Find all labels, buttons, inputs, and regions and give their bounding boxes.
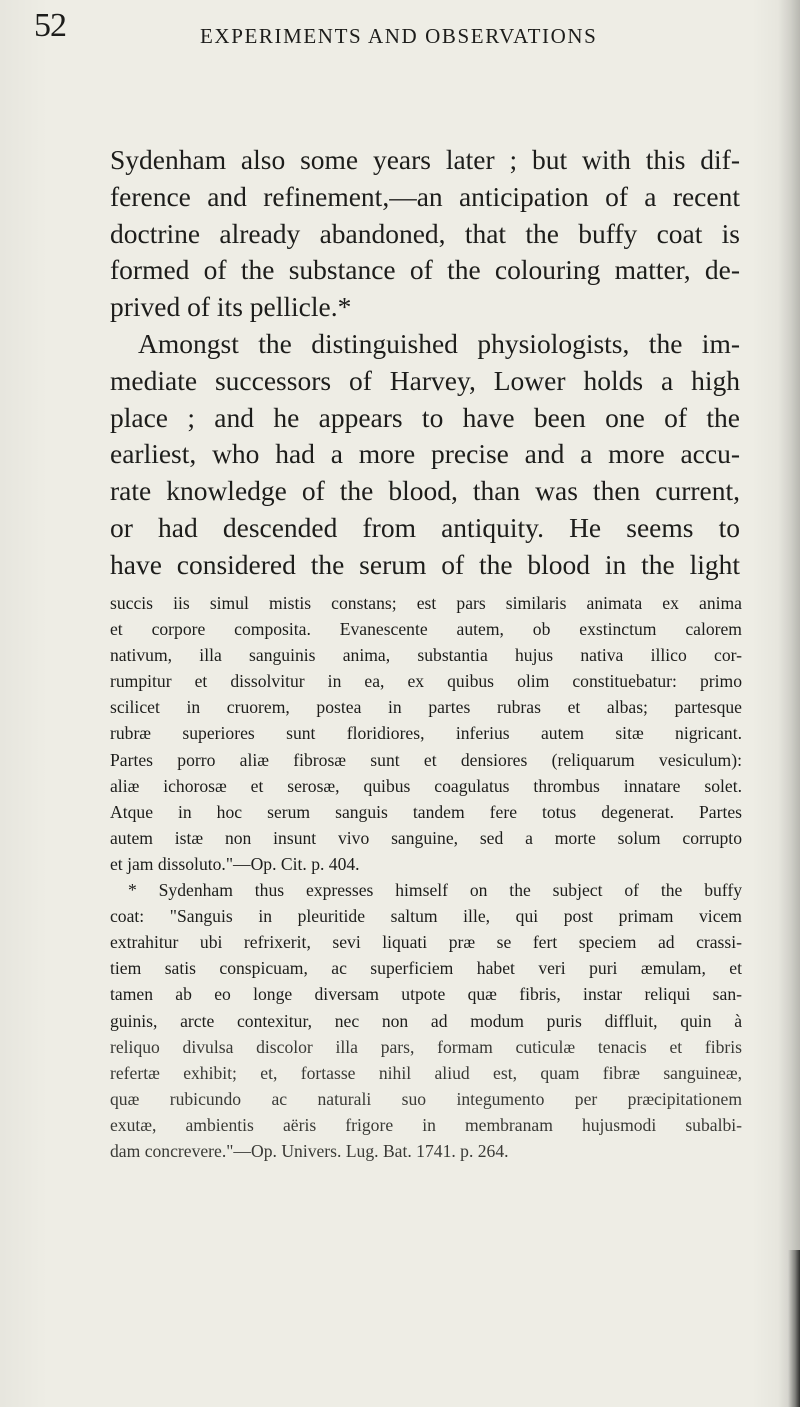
- page-edge-shadow: [778, 0, 800, 1407]
- footnote-line: et corpore composita. Evanescente autem, ob exstinctum calorem: [110, 619, 742, 640]
- body-line: or had descended from antiquity. He seems to: [110, 511, 740, 543]
- footnote-line: Partes porro aliæ fibrosæ sunt et densiores (reliquarum vesiculum):: [110, 749, 742, 770]
- footnote-line: refertæ exhibit; et, fortasse nihil aliud est, quam fibræ sanguineæ,: [110, 1062, 742, 1083]
- page-number: 52: [34, 7, 66, 44]
- footnote-line: coat: "Sanguis in pleuritide saltum ille, qui post primam vicem: [110, 906, 742, 927]
- footnote-line: rumpitur et dissolvitur in ea, ex quibus olim constituebatur: primo: [110, 671, 742, 692]
- footnotes: [110, 590, 742, 1164]
- footnote-line: scilicet in cruorem, postea in partes rubras et albas; partesque: [110, 697, 742, 718]
- footnote-line: nativum, illa sanguinis anima, substantia hujus nativa illico cor-: [110, 645, 742, 666]
- body-line: Sydenham also some years later ; but with this dif-: [110, 144, 740, 175]
- footnote-line: extrahitur ubi refrixerit, sevi liquati præ se fert speciem ad crassi-: [110, 932, 742, 953]
- footnote-line: autem istæ non insunt vivo sanguine, sed a morte solum corrupto: [110, 827, 742, 848]
- footnote-line: dam concrevere."—Op. Univers. Lug. Bat. 1741. p. 264.: [110, 1140, 509, 1161]
- footnote-line: et jam dissoluto."—Op. Cit. p. 404.: [110, 853, 360, 874]
- footnote-line: tamen ab eo longe diversam utpote quæ fibris, instar reliqui san-: [110, 984, 742, 1005]
- body-line: place ; and he appears to have been one of the: [110, 401, 740, 433]
- footnote-line: * Sydenham thus expresses himself on the subject of the buffy: [128, 880, 742, 901]
- footnote-line: tiem satis conspicuam, ac superficiem habet veri puri æmulam, et: [110, 958, 742, 979]
- body-line: earliest, who had a more precise and a more accu-: [110, 438, 740, 470]
- body-line: mediate successors of Harvey, Lower holds a high: [110, 364, 740, 396]
- footnote-line: exutæ, ambientis aëris frigore in membranam hujusmodi subalbi-: [110, 1114, 742, 1135]
- body-line: formed of the substance of the colouring matter, de-: [110, 254, 740, 286]
- footnote-line: quæ rubicundo ac naturali suo integumento per præcipitationem: [110, 1088, 742, 1109]
- footnote-line: succis iis simul mistis constans; est pars similaris animata ex anima: [110, 593, 742, 613]
- running-head: EXPERIMENTS AND OBSERVATIONS: [200, 24, 598, 48]
- body-line: doctrine already abandoned, that the buffy coat is: [110, 217, 740, 249]
- footnote-line: aliæ ichorosæ et serosæ, quibus coagulatus thrombus innatare solet.: [110, 775, 742, 796]
- page-edge-binding-mark: [788, 1250, 800, 1407]
- main-text: [110, 142, 740, 584]
- body-line: Amongst the distinguished physiologists, the im-: [138, 327, 740, 359]
- body-line: prived of its pellicle.*: [110, 291, 352, 323]
- body-line: rate knowledge of the blood, than was then current,: [110, 475, 740, 507]
- footnote-line: guinis, arcte contexitur, nec non ad modum puris diffluit, quin à: [110, 1010, 742, 1031]
- footnote-line: rubræ superiores sunt floridiores, inferius autem sitæ nigricant.: [110, 723, 742, 744]
- footnote-line: Atque in hoc serum sanguis tandem fere totus degenerat. Partes: [110, 801, 742, 822]
- footnote-line: reliquo divulsa discolor illa pars, formam cuticulæ tenacis et fibris: [110, 1036, 742, 1057]
- body-line: have considered the serum of the blood in the light: [110, 548, 740, 580]
- body-line: ference and refinement,—an anticipation of a recent: [110, 180, 740, 212]
